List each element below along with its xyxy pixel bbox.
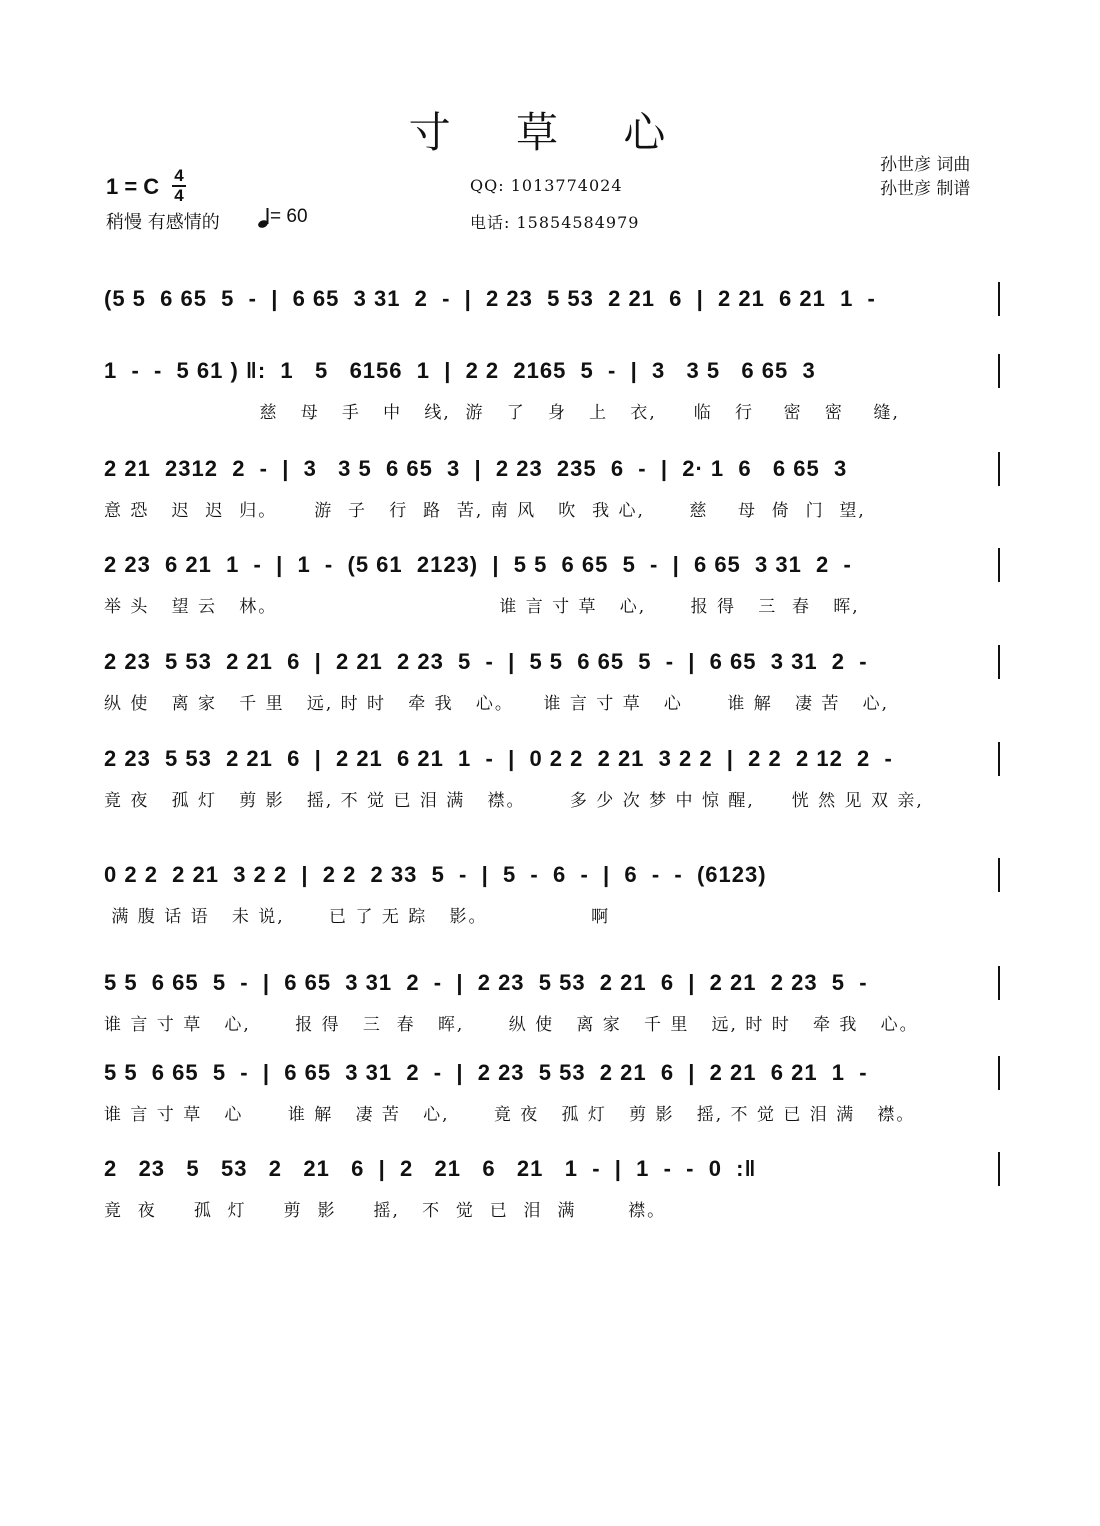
lyrics-line: 竟 夜 孤 灯 剪 影 摇, 不 觉 已 泪 满 襟。 多 少 次 梦 中 惊 醒, 恍 然 见 双 亲, (104, 791, 924, 811)
notation-line: 2 23 6 21 1 - | 1 - (5 61 2123) | 5 5 6 65 5 - | 6 65 3 31 2 - (104, 552, 852, 577)
time-bottom: 4 (174, 186, 184, 205)
end-barline (998, 354, 1000, 388)
notation-line: 2 23 5 53 2 21 6 | 2 21 2 23 5 - | 5 5 6 65 5 - | 6 65 3 31 2 - (104, 649, 868, 674)
lyrics-line: 纵 使 离 家 千 里 远, 时 时 牵 我 心。 谁 言 寸 草 心 谁 解 凄 苦 心, (104, 694, 889, 714)
notation-line: 2 21 2312 2 - | 3 3 5 6 65 3 | 2 23 235 6 - | 2· 1 6 6 65 3 (104, 456, 848, 481)
end-barline (998, 548, 1000, 582)
lyrics-line: 慈 母 手 中 线, 游 了 身 上 衣, 临 行 密 密 缝, (104, 403, 900, 423)
end-barline (998, 452, 1000, 486)
time-top: 4 (174, 166, 184, 185)
arranger-credit: 孙世彦 制谱 (880, 179, 971, 199)
tempo-text: 稍慢 有感情的 (106, 212, 220, 233)
qq-contact: QQ: 1013774024 (470, 176, 623, 195)
time-signature (172, 168, 186, 204)
lyrics-line: 谁 言 寸 草 心 谁 解 凄 苦 心, 竟 夜 孤 灯 剪 影 摇, 不 觉 已 泪 满 襟。 (104, 1105, 916, 1125)
key-signature: 1 = C (106, 174, 160, 199)
lyricist-credit: 孙世彦 词曲 (880, 155, 971, 175)
end-barline (998, 858, 1000, 892)
lyrics-line: 意 恐 迟 迟 归。 游 子 行 路 苦, 南 风 吹 我 心, 慈 母 倚 门 望, (104, 501, 866, 521)
end-barline (998, 645, 1000, 679)
end-barline (998, 1056, 1000, 1090)
notation-line: (5 5 6 65 5 - | 6 65 3 31 2 - | 2 23 5 53 2 21 6 | 2 21 6 21 1 - (104, 286, 876, 311)
lyrics-line: 谁 言 寸 草 心, 报 得 三 春 晖, 纵 使 离 家 千 里 远, 时 时 牵 我 心。 (104, 1015, 919, 1035)
notation-line: 5 5 6 65 5 - | 6 65 3 31 2 - | 2 23 5 53 2 21 6 | 2 21 6 21 1 - (104, 1060, 868, 1085)
lyrics-line: 举 头 望 云 林。 谁 言 寸 草 心, 报 得 三 春 晖, (104, 597, 860, 617)
end-barline (998, 966, 1000, 1000)
end-barline (998, 742, 1000, 776)
end-barline (998, 282, 1000, 316)
notation-line: 2 23 5 53 2 21 6 | 2 21 6 21 1 - | 1 - - 0 :‖ (104, 1156, 757, 1181)
notation-line: 5 5 6 65 5 - | 6 65 3 31 2 - | 2 23 5 53 2 21 6 | 2 21 2 23 5 - (104, 970, 868, 995)
phone-contact: 电话: 15854584979 (470, 213, 640, 232)
notation-line: 2 23 5 53 2 21 6 | 2 21 6 21 1 - | 0 2 2 2 21 3 2 2 | 2 2 2 12 2 - (104, 746, 893, 771)
lyrics-line: 竟 夜 孤 灯 剪 影 摇, 不 觉 已 泪 满 襟。 (104, 1201, 667, 1221)
tempo-bpm: = 60 (270, 206, 308, 227)
end-barline (998, 1152, 1000, 1186)
lyrics-line: 满 腹 话 语 未 说, 已 了 无 踪 影。 啊 (104, 907, 611, 927)
notation-line: 0 2 2 2 21 3 2 2 | 2 2 2 33 5 - | 5 - 6 - | 6 - - (6123) (104, 862, 767, 887)
page-title: 寸 草 心 (408, 108, 692, 157)
notation-line: 1 - - 5 61 ) ‖: 1 5 6156 1 | 2 2 2165 5 - | 3 3 5 6 65 3 (104, 358, 816, 383)
